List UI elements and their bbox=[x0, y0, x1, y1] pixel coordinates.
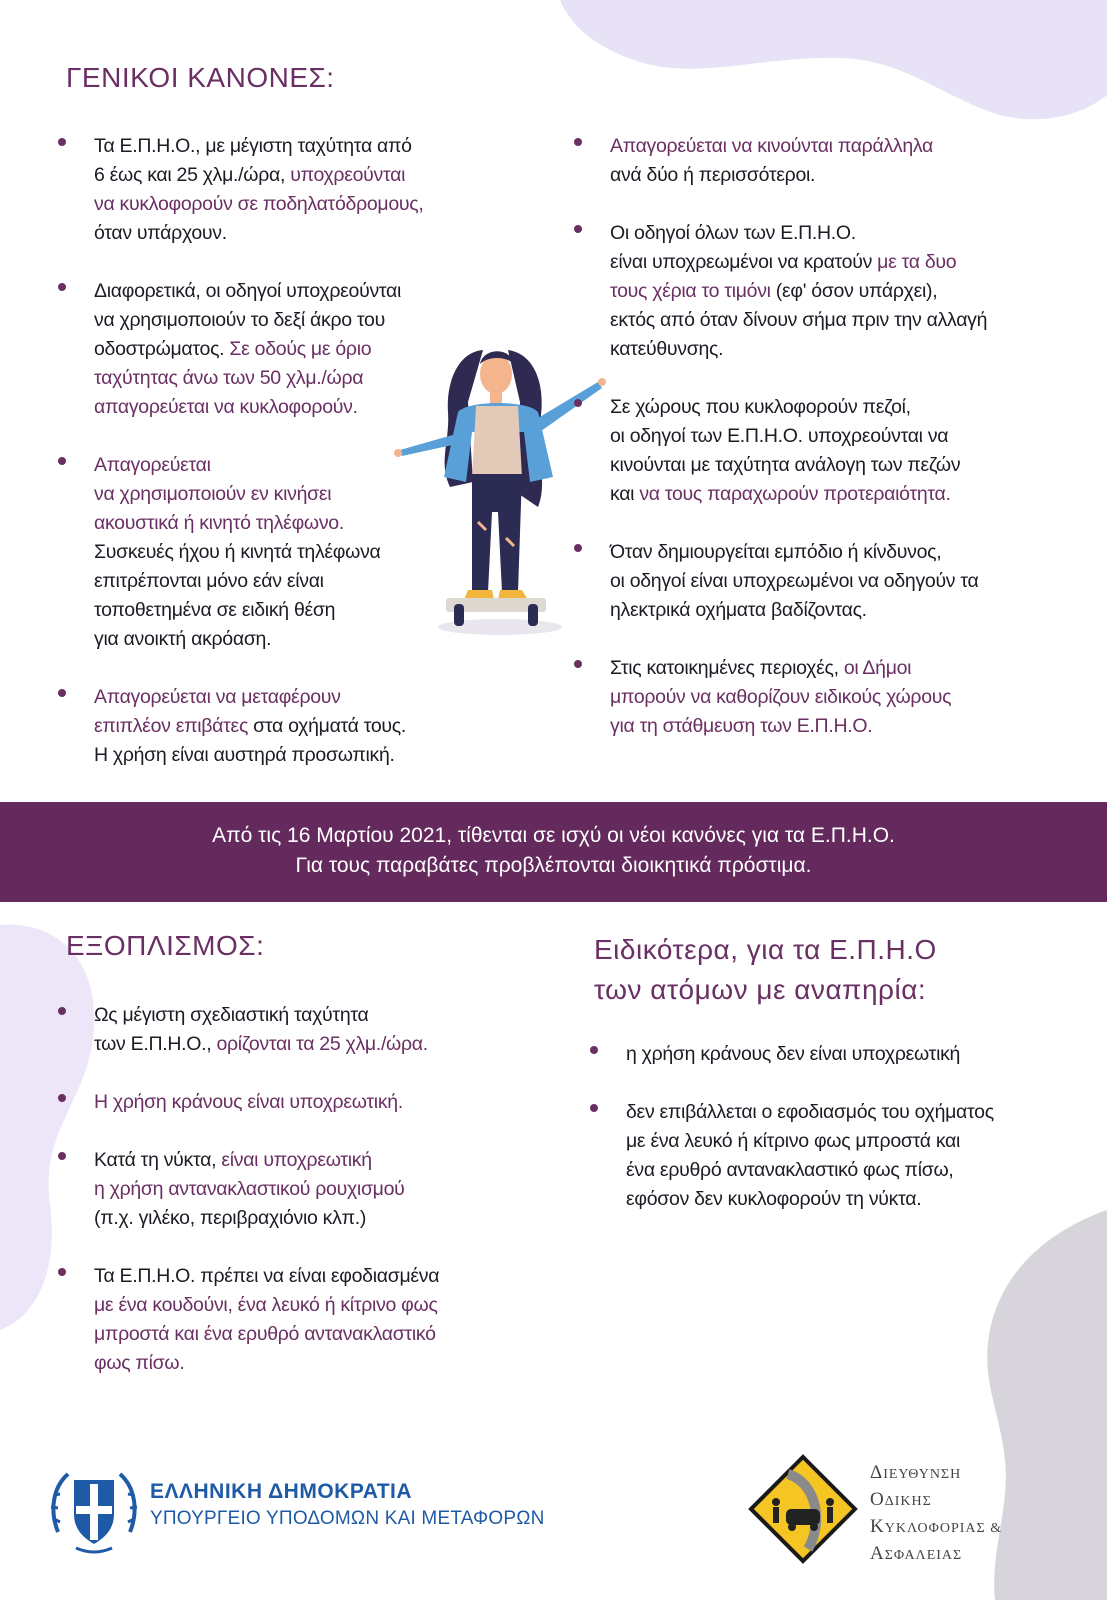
highlighted-text: ταχύτητας άνω των 50 χλμ./ώρα bbox=[94, 367, 364, 389]
text-line bbox=[626, 1127, 1084, 1156]
highlighted-text: οι Δήμοι bbox=[843, 657, 912, 679]
text-segment: οι οδηγοί των Ε.Π.Η.Ο. υποχρεούνται να bbox=[610, 425, 949, 447]
text-line bbox=[94, 161, 522, 190]
disability-title-line-2: των ατόμων με αναπηρία: bbox=[594, 974, 927, 1005]
text-line bbox=[94, 596, 522, 625]
directorate-line-3: ΚΥΚΛΟΦΟΡΙΑΣ & bbox=[870, 1516, 1003, 1537]
text-line bbox=[94, 538, 522, 567]
text-segment: είναι υποχρεωμένοι να κρατούν bbox=[610, 251, 878, 273]
text-segment: (εφ' όσον υπάρχει), bbox=[770, 280, 938, 302]
text-line bbox=[94, 1001, 552, 1030]
text-line bbox=[626, 1040, 1084, 1069]
text-segment: Ως μέγιστη σχεδιαστική ταχύτητα bbox=[94, 1004, 369, 1026]
highlighted-text: Απαγορεύεται να κινούνται παράλληλα bbox=[610, 135, 934, 157]
text-line bbox=[94, 1088, 552, 1117]
text-segment: Η χρήση είναι αυστηρά προσωπική. bbox=[94, 744, 395, 766]
road-safety-sign-icon bbox=[748, 1454, 858, 1564]
text-line bbox=[94, 219, 522, 248]
highlighted-text: επιπλέον επιβάτες bbox=[94, 715, 249, 737]
text-line bbox=[94, 567, 522, 596]
text-line bbox=[94, 364, 522, 393]
text-segment: (π.χ. γιλέκο, περιβραχιόνιο κλπ.) bbox=[94, 1207, 367, 1229]
ministry-label: ΥΠΟΥΡΓΕΙΟ ΥΠΟΔΟΜΩΝ ΚΑΙ ΜΕΤΑΦΟΡΩΝ bbox=[150, 1508, 545, 1529]
text-line bbox=[94, 480, 522, 509]
text-segment: Τα Ε.Π.Η.Ο., με μέγιστη ταχύτητα από bbox=[94, 135, 412, 157]
highlighted-text: Απαγορεύεται να μεταφέρουν bbox=[94, 686, 341, 708]
list-item bbox=[52, 451, 522, 654]
equipment-column bbox=[52, 1001, 552, 1378]
highlighted-text: να κυκλοφορούν σε ποδηλατόδρομους, bbox=[94, 193, 424, 215]
text-line bbox=[94, 277, 522, 306]
highlighted-text: για τη στάθμευση των Ε.Π.Η.Ο. bbox=[610, 715, 873, 737]
list-item bbox=[584, 1040, 1084, 1069]
highlighted-text: απαγορεύεται να κυκλοφορούν. bbox=[94, 396, 358, 418]
list-item bbox=[584, 1098, 1084, 1214]
text-line bbox=[610, 132, 1078, 161]
text-line bbox=[610, 480, 1078, 509]
text-line bbox=[610, 161, 1078, 190]
text-segment: να χρησιμοποιούν το δεξί άκρο του bbox=[94, 309, 385, 331]
highlighted-text: να τους παραχωρούν προτεραιότητα. bbox=[639, 483, 951, 505]
text-line bbox=[626, 1156, 1084, 1185]
highlighted-text: να χρησιμοποιούν εν κινήσει bbox=[94, 483, 332, 505]
directorate-line-1: ΔΙΕΥΘΥΝΣΗ bbox=[870, 1462, 962, 1483]
text-segment: Όταν δημιουργείται εμπόδιο ή κίνδυνος, bbox=[610, 541, 942, 563]
directorate-line-4: ΑΣΦΑΛΕΙΑΣ bbox=[870, 1543, 963, 1564]
list-item bbox=[568, 219, 1078, 364]
text-segment: ένα ερυθρό αντανακλαστικό φως πίσω, bbox=[626, 1159, 954, 1181]
text-segment: 6 έως και 25 χλμ./ώρα, bbox=[94, 164, 291, 186]
text-segment: για ανοικτή ακρόαση. bbox=[94, 628, 272, 650]
text-line bbox=[610, 219, 1078, 248]
list-item bbox=[52, 683, 522, 770]
text-segment: επιτρέπονται μόνο εάν είναι bbox=[94, 570, 324, 592]
highlighted-text: Σε οδούς με όριο bbox=[229, 338, 372, 360]
highlighted-text: είναι υποχρεωτική bbox=[221, 1149, 372, 1171]
text-line bbox=[626, 1098, 1084, 1127]
list-item bbox=[568, 393, 1078, 509]
text-segment: και bbox=[610, 483, 640, 505]
text-line bbox=[94, 335, 522, 364]
text-segment: Στις κατοικημένες περιοχές, bbox=[610, 657, 844, 679]
highlighted-text: η χρήση αντανακλαστικού ρουχισμού bbox=[94, 1178, 405, 1200]
text-segment: κατεύθυνσης. bbox=[610, 338, 724, 360]
highlighted-text: με ένα κουδούνι, ένα λευκό ή κίτρινο φως bbox=[94, 1294, 438, 1316]
text-line bbox=[610, 654, 1078, 683]
text-segment: οδοστρώματος. bbox=[94, 338, 230, 360]
highlighted-text: Η χρήση κράνους είναι υποχρεωτική. bbox=[94, 1091, 403, 1113]
text-line bbox=[94, 741, 522, 770]
text-segment: ηλεκτρικά οχήματα βαδίζοντας. bbox=[610, 599, 867, 621]
text-line bbox=[610, 306, 1078, 335]
highlighted-text: μπορούν να καθορίζουν ειδικούς χώρους bbox=[610, 686, 952, 708]
text-line bbox=[610, 422, 1078, 451]
list-item bbox=[52, 1088, 552, 1117]
list-item bbox=[52, 1146, 552, 1233]
general-rules-left-column bbox=[52, 132, 522, 770]
highlighted-text: υποχρεούνται bbox=[290, 164, 406, 186]
text-line bbox=[94, 1262, 552, 1291]
text-line bbox=[94, 190, 522, 219]
text-line bbox=[94, 1349, 552, 1378]
highlighted-text: με τα δυο bbox=[877, 251, 957, 273]
greek-coat-of-arms-icon bbox=[46, 1462, 142, 1558]
highlighted-text: ακουστικά ή κινητό τηλέφωνο. bbox=[94, 512, 344, 534]
text-line bbox=[94, 1204, 552, 1233]
list-item bbox=[568, 132, 1078, 190]
text-segment: όταν υπάρχουν. bbox=[94, 222, 227, 244]
announcement-banner bbox=[0, 802, 1107, 902]
text-line bbox=[94, 683, 522, 712]
highlighted-text: φως πίσω. bbox=[94, 1352, 185, 1374]
list-item bbox=[568, 654, 1078, 741]
list-item bbox=[52, 277, 522, 422]
text-segment: εφόσον δεν κυκλοφορούν τη νύκτα. bbox=[626, 1188, 922, 1210]
text-segment: των Ε.Π.Η.Ο., bbox=[94, 1033, 217, 1055]
traffic-directorate-logo bbox=[748, 1452, 1088, 1572]
text-line bbox=[94, 306, 522, 335]
banner-line-1: Από τις 16 Μαρτίου 2021, τίθενται σε ισχύ οι νέοι κανόνες για τα Ε.Π.Η.Ο. bbox=[212, 824, 895, 847]
text-segment: Σε χώρους που κυκλοφορούν πεζοί, bbox=[610, 396, 911, 418]
text-line bbox=[94, 1030, 552, 1059]
highlighted-text: Απαγορεύεται bbox=[94, 454, 211, 476]
highlighted-text: μπροστά και ένα ερυθρό αντανακλαστικό bbox=[94, 1323, 436, 1345]
text-line bbox=[94, 1291, 552, 1320]
disability-title-line-1: Ειδικότερα, για τα Ε.Π.Η.Ο bbox=[594, 934, 937, 965]
text-line bbox=[94, 1146, 552, 1175]
text-line bbox=[626, 1185, 1084, 1214]
text-line bbox=[610, 683, 1078, 712]
directorate-line-2: ΟΔΙΚΗΣ bbox=[870, 1489, 932, 1510]
text-line bbox=[610, 277, 1078, 306]
equipment-title: ΕΞΟΠΛΙΣΜΟΣ: bbox=[66, 930, 265, 961]
text-segment: Κατά τη νύκτα, bbox=[94, 1149, 222, 1171]
text-line bbox=[610, 712, 1078, 741]
text-segment: δεν επιβάλλεται ο εφοδιασμός του οχήματος bbox=[626, 1101, 994, 1123]
text-segment: στα οχήματά τους. bbox=[248, 715, 407, 737]
disability-title bbox=[594, 930, 937, 1010]
text-segment: Τα Ε.Π.Η.Ο. πρέπει να είναι εφοδιασμένα bbox=[94, 1265, 440, 1287]
text-line bbox=[610, 335, 1078, 364]
text-line bbox=[610, 596, 1078, 625]
disability-column bbox=[584, 1040, 1084, 1214]
text-line bbox=[94, 509, 522, 538]
text-segment: εκτός από όταν δίνουν σήμα πριν την αλλαγή bbox=[610, 309, 988, 331]
greek-republic-label: ΕΛΛΗΝΙΚΗ ΔΗΜΟΚΡΑΤΙΑ bbox=[150, 1480, 413, 1503]
text-line bbox=[94, 132, 522, 161]
text-line bbox=[610, 393, 1078, 422]
highlighted-text: ορίζονται τα 25 χλμ./ώρα. bbox=[216, 1033, 428, 1055]
text-line bbox=[94, 712, 522, 741]
text-segment: κινούνται με ταχύτητα ανάλογη των πεζών bbox=[610, 454, 961, 476]
text-segment: η χρήση κράνους δεν είναι υποχρεωτική bbox=[626, 1043, 961, 1065]
text-segment: Συσκευές ήχου ή κινητά τηλέφωνα bbox=[94, 541, 381, 563]
banner-line-2: Για τους παραβάτες προβλέπονται διοικητικά πρόστιμα. bbox=[295, 854, 812, 877]
text-line bbox=[610, 567, 1078, 596]
text-line bbox=[610, 248, 1078, 277]
text-segment: Οι οδηγοί όλων των Ε.Π.Η.Ο. bbox=[610, 222, 856, 244]
ministry-logo bbox=[46, 1462, 586, 1558]
general-rules-title: ΓΕΝΙΚΟΙ ΚΑΝΟΝΕΣ: bbox=[66, 62, 335, 93]
text-line bbox=[94, 625, 522, 654]
list-item bbox=[568, 538, 1078, 625]
text-line bbox=[610, 451, 1078, 480]
text-line bbox=[94, 1175, 552, 1204]
text-segment: τοποθετημένα σε ειδική θέση bbox=[94, 599, 336, 621]
text-line bbox=[610, 538, 1078, 567]
text-segment: ανά δύο ή περισσότεροι. bbox=[610, 164, 816, 186]
directorate-text bbox=[870, 1460, 1002, 1568]
text-line bbox=[94, 393, 522, 422]
list-item bbox=[52, 1001, 552, 1059]
text-segment: οι οδηγοί είναι υποχρεωμένοι να οδηγούν τα bbox=[610, 570, 979, 592]
text-line bbox=[94, 451, 522, 480]
list-item bbox=[52, 132, 522, 248]
list-item bbox=[52, 1262, 552, 1378]
text-segment: με ένα λευκό ή κίτρινο φως μπροστά και bbox=[626, 1130, 961, 1152]
text-segment: Διαφορετικά, οι οδηγοί υποχρεούνται bbox=[94, 280, 402, 302]
text-line bbox=[94, 1320, 552, 1349]
highlighted-text: τους χέρια το τιμόνι bbox=[610, 280, 771, 302]
general-rules-right-column bbox=[568, 132, 1078, 741]
